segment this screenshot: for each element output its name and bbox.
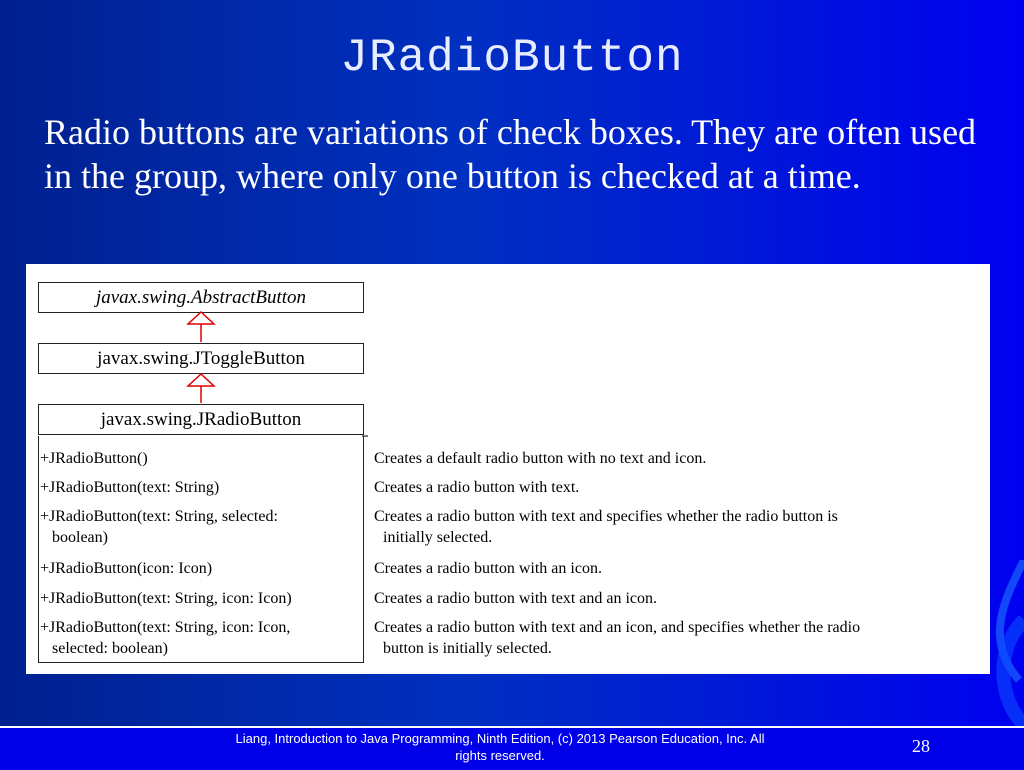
method-signature [40, 448, 358, 469]
method-signature-line: +JRadioButton(text: String, icon: Icon, [40, 619, 291, 636]
method-description [374, 448, 974, 469]
method-signature-line: +JRadioButton(text: String, icon: Icon) [40, 590, 292, 607]
method-signature-line: +JRadioButton() [40, 450, 148, 467]
method-description [374, 617, 974, 659]
method-signature-line: +JRadioButton(text: String) [40, 479, 220, 496]
method-signature-line: +JRadioButton(text: String, selected: [40, 508, 278, 525]
method-signature [40, 477, 358, 498]
class-abstractbutton: javax.swing.AbstractButton [38, 282, 364, 313]
intro-text: Radio buttons are variations of check boxes. They are often used in the group, where only one button is checked at a time. [44, 112, 977, 196]
method-description [374, 506, 974, 548]
credit-line-2: rights reserved. [455, 748, 545, 763]
method-signature [40, 506, 358, 548]
method-description-line: Creates a radio button with text and specifies whether the radio button is [374, 508, 838, 525]
method-description-line: initially selected. [383, 529, 493, 546]
method-description-line: Creates a radio button with text and an icon, and specifies whether the radio [374, 619, 861, 636]
method-signature-line: boolean) [52, 529, 108, 546]
credit-line-1: Liang, Introduction to Java Programming, Ninth Edition, (c) 2013 Pearson Education, Inc. All [235, 731, 765, 746]
corner-decoration [964, 560, 1024, 730]
method-description [374, 558, 974, 579]
method-description-line: Creates a radio button with an icon. [374, 560, 602, 577]
method-signature-line: selected: boolean) [52, 640, 168, 657]
method-signature [40, 588, 358, 609]
credit-text [200, 730, 800, 764]
method-description-line: Creates a default radio button with no text and icon. [374, 450, 707, 467]
method-description-line: button is initially selected. [383, 640, 552, 657]
method-signature [40, 617, 358, 659]
footer-bar [0, 726, 1024, 770]
method-description [374, 477, 974, 498]
method-description-line: Creates a radio button with text. [374, 479, 580, 496]
class-jradiobutton: javax.swing.JRadioButton [38, 404, 364, 435]
method-signature [40, 558, 358, 579]
method-description-line: Creates a radio button with text and an icon. [374, 590, 658, 607]
class-jtogglebutton: javax.swing.JToggleButton [38, 343, 364, 374]
method-description [374, 588, 974, 609]
method-signature-line: +JRadioButton(icon: Icon) [40, 560, 213, 577]
page-number: 28 [912, 736, 930, 756]
slide-title: JRadioButton [340, 32, 684, 84]
